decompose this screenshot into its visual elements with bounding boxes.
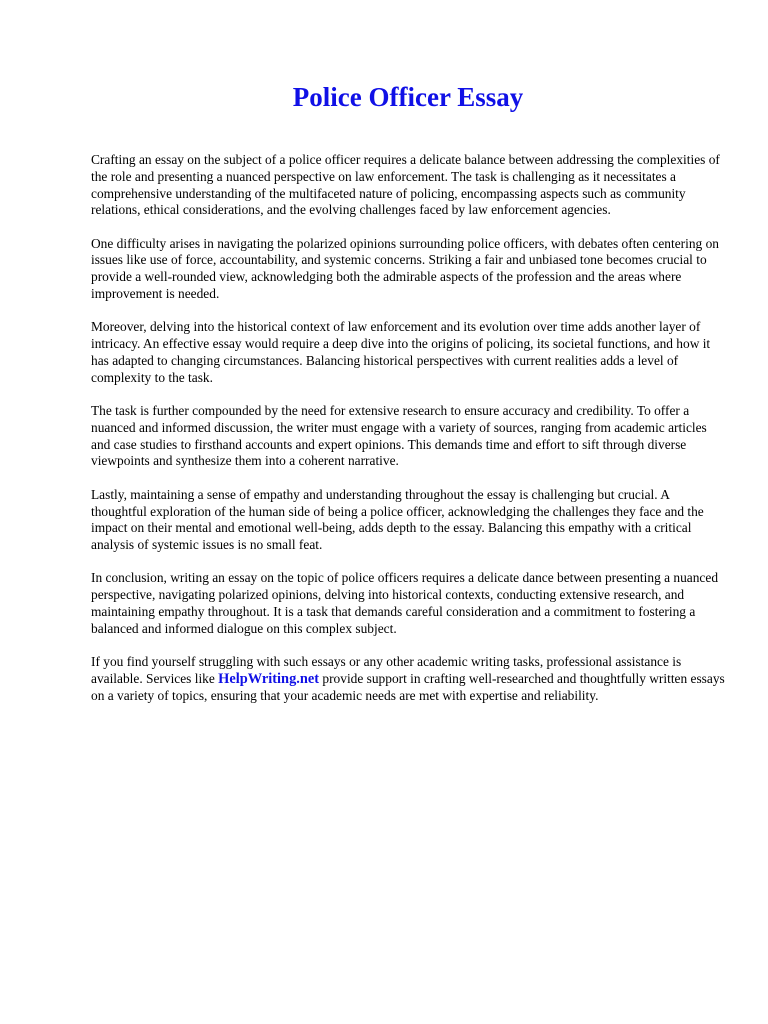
paragraph-empathy: Lastly, maintaining a sense of empathy and understanding throughout the essay is challenging but crucial. A thoughtful exploration of the human side of being a police officer, acknowledging the challenges they face and the impact on their mental and emotional well-being, adds depth to the essay. Balancing this empathy with a critical analysis of systemic issues is no small feat. <box>91 486 704 553</box>
paragraph-conclusion: In conclusion, writing an essay on the topic of police officers requires a delicate dance between presenting a nuanced perspective, navigating polarized opinions, delving into historical contexts, conducting extensive research, and maintaining empathy throughout. It is a task that demands careful consideration and a commitment to fostering a balanced and informed dialogue on this complex subject. <box>91 570 719 636</box>
document-title: Police Officer Essay <box>292 82 524 112</box>
paragraph-closing <box>91 654 725 704</box>
helpwriting-link[interactable]: HelpWriting.net <box>218 670 320 687</box>
paragraph-historical-context: Moreover, delving into the historical context of law enforcement and its evolution over time adds another layer of intricacy. An effective essay would require a deep dive into the origins of policing, its societal functions, and how it has adapted to changing circumstances. Balancing historical perspectives with current realities adds a level of complexity to the task. <box>91 319 711 385</box>
paragraph-intro: Crafting an essay on the subject of a police officer requires a delicate balance between addressing the complexities of the role and presenting a nuanced perspective on law enforcement. The task is challenging as it necessitates a comprehensive understanding of the multifaceted nature of policing, encompassing aspects such as community relations, ethical considerations, and the evolving challenges faced by law enforcement agencies. <box>91 152 720 218</box>
document-page <box>91 80 725 721</box>
closing-text-after-link: provide support in crafting well-researched and thoughtfully written essays on a variety of topics, ensuring that your academic needs are met with expertise and reliability. <box>91 670 725 703</box>
paragraph-polarized-opinions: One difficulty arises in navigating the polarized opinions surrounding police officers, with debates often centering on issues like use of force, accountability, and systemic concerns. Striking a fair and unbiased tone becomes crucial to provide a well-rounded view, acknowledging both the admirable aspects of the profession and the areas where improvement is needed. <box>91 235 719 302</box>
paragraph-research: The task is further compounded by the need for extensive research to ensure accuracy and credibility. To offer a nuanced and informed discussion, the writer must engage with a variety of sources, ranging from academic articles and case studies to firsthand accounts and expert opinions. This demands time and effort to sift through diverse viewpoints and synthesize them into a coherent narrative. <box>91 403 707 469</box>
closing-text-before-link: If you find yourself struggling with such essays or any other academic writing tasks, professional assistance is available. Services like <box>91 654 682 686</box>
